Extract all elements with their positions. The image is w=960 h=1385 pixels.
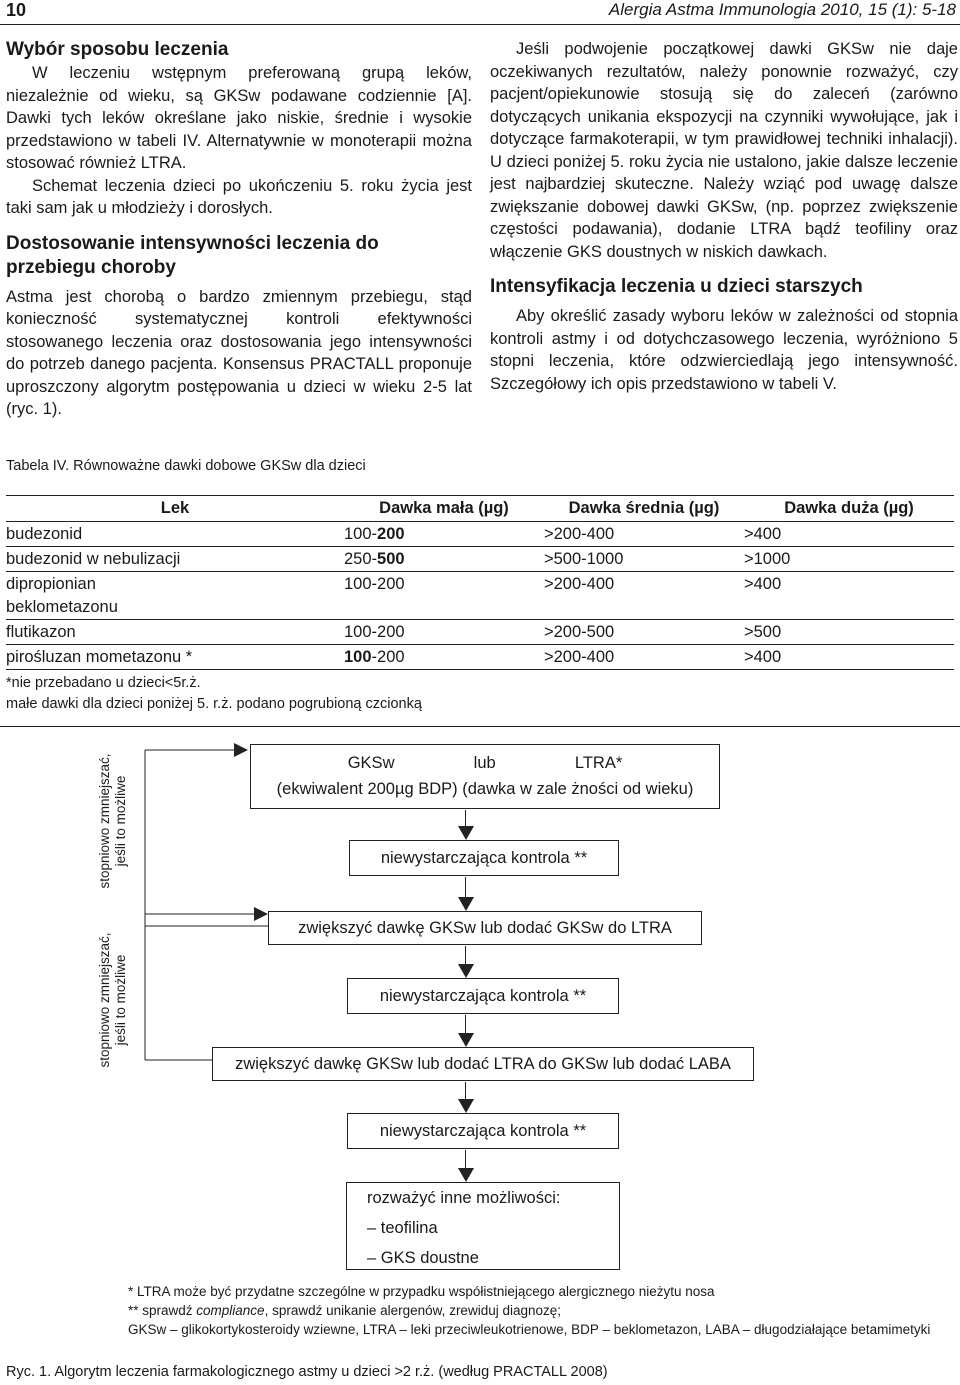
high-dose: >400 [744,525,782,543]
drug-name: dipropionian beklometazonu [6,575,118,616]
down-arrow-icon [465,946,466,964]
drug-name: pirośluzan mometazonu * [6,648,193,666]
down-arrow-icon [465,1082,466,1099]
mid-dose: >500-1000 [544,550,624,568]
table-note: małe dawki dla dzieci poniżej 5. r.ż. podano pogrubioną czcionką [6,696,422,712]
figure-caption: Ryc. 1. Algorytm leczenia farmakologicznego astmy u dzieci >2 r.ż. (według PRACTALL 2008) [6,1364,608,1380]
drug-name: budezonid [6,525,83,543]
mid-dose: >200-500 [544,623,615,641]
column-header: Dawka duża (µg) [784,499,914,517]
heading-intensification: Intensyfikacja leczenia u dzieci starszych [490,276,863,297]
heading-treatment-intensity: Dostosowanie intensywności leczenia do przebiegu choroby [6,232,379,278]
side-label-reduce: stopniowo zmniejszać, jeśli to możliwe [97,753,128,889]
heading-treatment-choice: Wybór sposobu leczenia [6,39,229,60]
high-dose: >400 [744,575,782,593]
footnote: GKSw – glikokortykosteroidy wziewne, LTRA – leki przeciwleukotrienowe, BDP – beklometazon, LABA – długodziałające betamimetyki [128,1322,931,1337]
column-header: Dawka mała (µg) [379,499,509,517]
paragraph: W leczeniu wstępnym preferowaną grupą leków, niezależnie od wieku, są GKSw podawane codziennie [A]. Dawki tych leków określane jako niskie, średnie i wysokie przedstawiono w tabeli IV. Alternatywnie w monoterapii można stosować również LTRA. [6,64,472,172]
other-option-item: – GKS doustne [367,1249,479,1267]
drug-name: budezonid w nebulizacji [6,550,181,568]
flow-box-initial [250,744,720,809]
low-dose: 100-200 [344,623,405,641]
initial-options: GKSw lub LTRA* [347,754,623,772]
column-header: Dawka średnia (µg) [568,499,720,517]
high-dose: >400 [744,648,782,666]
flow-box-step-2: zwiększyć dawkę GKSw lub dodać GKSw do LTRA [268,911,702,945]
paragraph: Astma jest chorobą o bardzo zmiennym przebiegu, stąd konieczność systematycznej kontroli efektywności stosowanego leczenia oraz dostosowania jego intensywności do potrzeb danego pacjenta. Konsensus PRACTALL proponuje uproszczony algorytm postępowania u dzieci w wieku 2-5 lat (ryc. 1). [6,287,472,418]
flow-box-insufficient-3: niewystarczająca kontrola ** [347,1113,619,1149]
other-option-item: – teofilina [367,1219,438,1237]
page-number: 10 [6,0,27,20]
initial-dose-note: (ekwiwalent 200µg BDP) (dawka w zale żności od wieku) [276,780,694,798]
flow-box-step-3: zwiększyć dawkę GKSw lub dodać LTRA do GKSw lub dodać LABA [212,1047,754,1081]
figure-footnotes [128,1282,938,1339]
down-arrow-icon [465,1015,466,1033]
low-dose: 100-200 [344,525,405,543]
paragraph: Schemat leczenia dzieci po ukończeniu 5. roku życia jest taki sam jak u młodzieży i dorosłych. [6,176,472,217]
down-arrow-icon [465,1150,466,1168]
paragraph: Aby określić zasady wyboru leków w zależności od stopnia kontroli astmy i od dotychczasowego leczenia, wyróżniono 5 stopni leczenia, które odzwierciedlają jego intensywność. Szczegółowy ich opis przedstawiono w tabeli V. [490,307,958,393]
down-arrow-icon [465,810,466,826]
low-dose: 250-500 [344,550,405,568]
footnote: ** sprawdź compliance, sprawdź unikanie alergenów, zrewiduj diagnozę; [128,1303,562,1318]
table-caption: Tabela IV. Równoważne dawki dobowe GKSw dla dzieci [6,458,366,474]
flow-box-insufficient-1: niewystarczająca kontrola ** [349,840,619,876]
other-options-title: rozważyć inne możliwości: [367,1189,561,1207]
column-header: Lek [160,499,190,517]
mid-dose: >200-400 [544,575,615,593]
low-dose: 100-200 [344,648,405,666]
journal-title: Alergia Astma Immunologia 2010, 15 (1): 5-18 [608,0,956,19]
side-label-reduce: stopniowo zmniejszać, jeśli to możliwe [97,932,128,1068]
drug-name: flutikazon [6,623,76,641]
mid-dose: >200-400 [544,648,615,666]
down-arrow-icon [465,877,466,897]
high-dose: >500 [744,623,782,641]
footnote: * LTRA może być przydatne szczególne w przypadku współistniejącego alergicznego nieżytu nosa [128,1284,715,1299]
paragraph: Jeśli podwojenie początkowej dawki GKSw nie daje oczekiwanych rezultatów, należy ponownie rozważyć, czy pacjent/opiekunowie stosują się do zaleceń (zarówno dotyczących unikania ekspozycji na czynniki wywołujące, jak i dotyczące farmakoterapii, w tym prawidłowej techniki inhalacji). U dzieci poniżej 5. roku życia nie ustalono, jakie dalsze leczenie jest najbardziej skuteczne. Należy wziąć pod uwagę dalsze zwiększanie dobowej dawki GKSw, (np. poprzez zwiększenie częstości podawania), dodanie LTRA bądź teofiliny oraz włączenie GKS doustnych w niskich dawkach. [490,40,958,261]
table-note: *nie przebadano u dzieci<5r.ż. [6,675,201,691]
low-dose: 100-200 [344,575,405,593]
mid-dose: >200-400 [544,525,615,543]
flow-box-insufficient-2: niewystarczająca kontrola ** [347,978,619,1014]
flow-box-other-options [346,1182,620,1270]
high-dose: >1000 [744,550,791,568]
